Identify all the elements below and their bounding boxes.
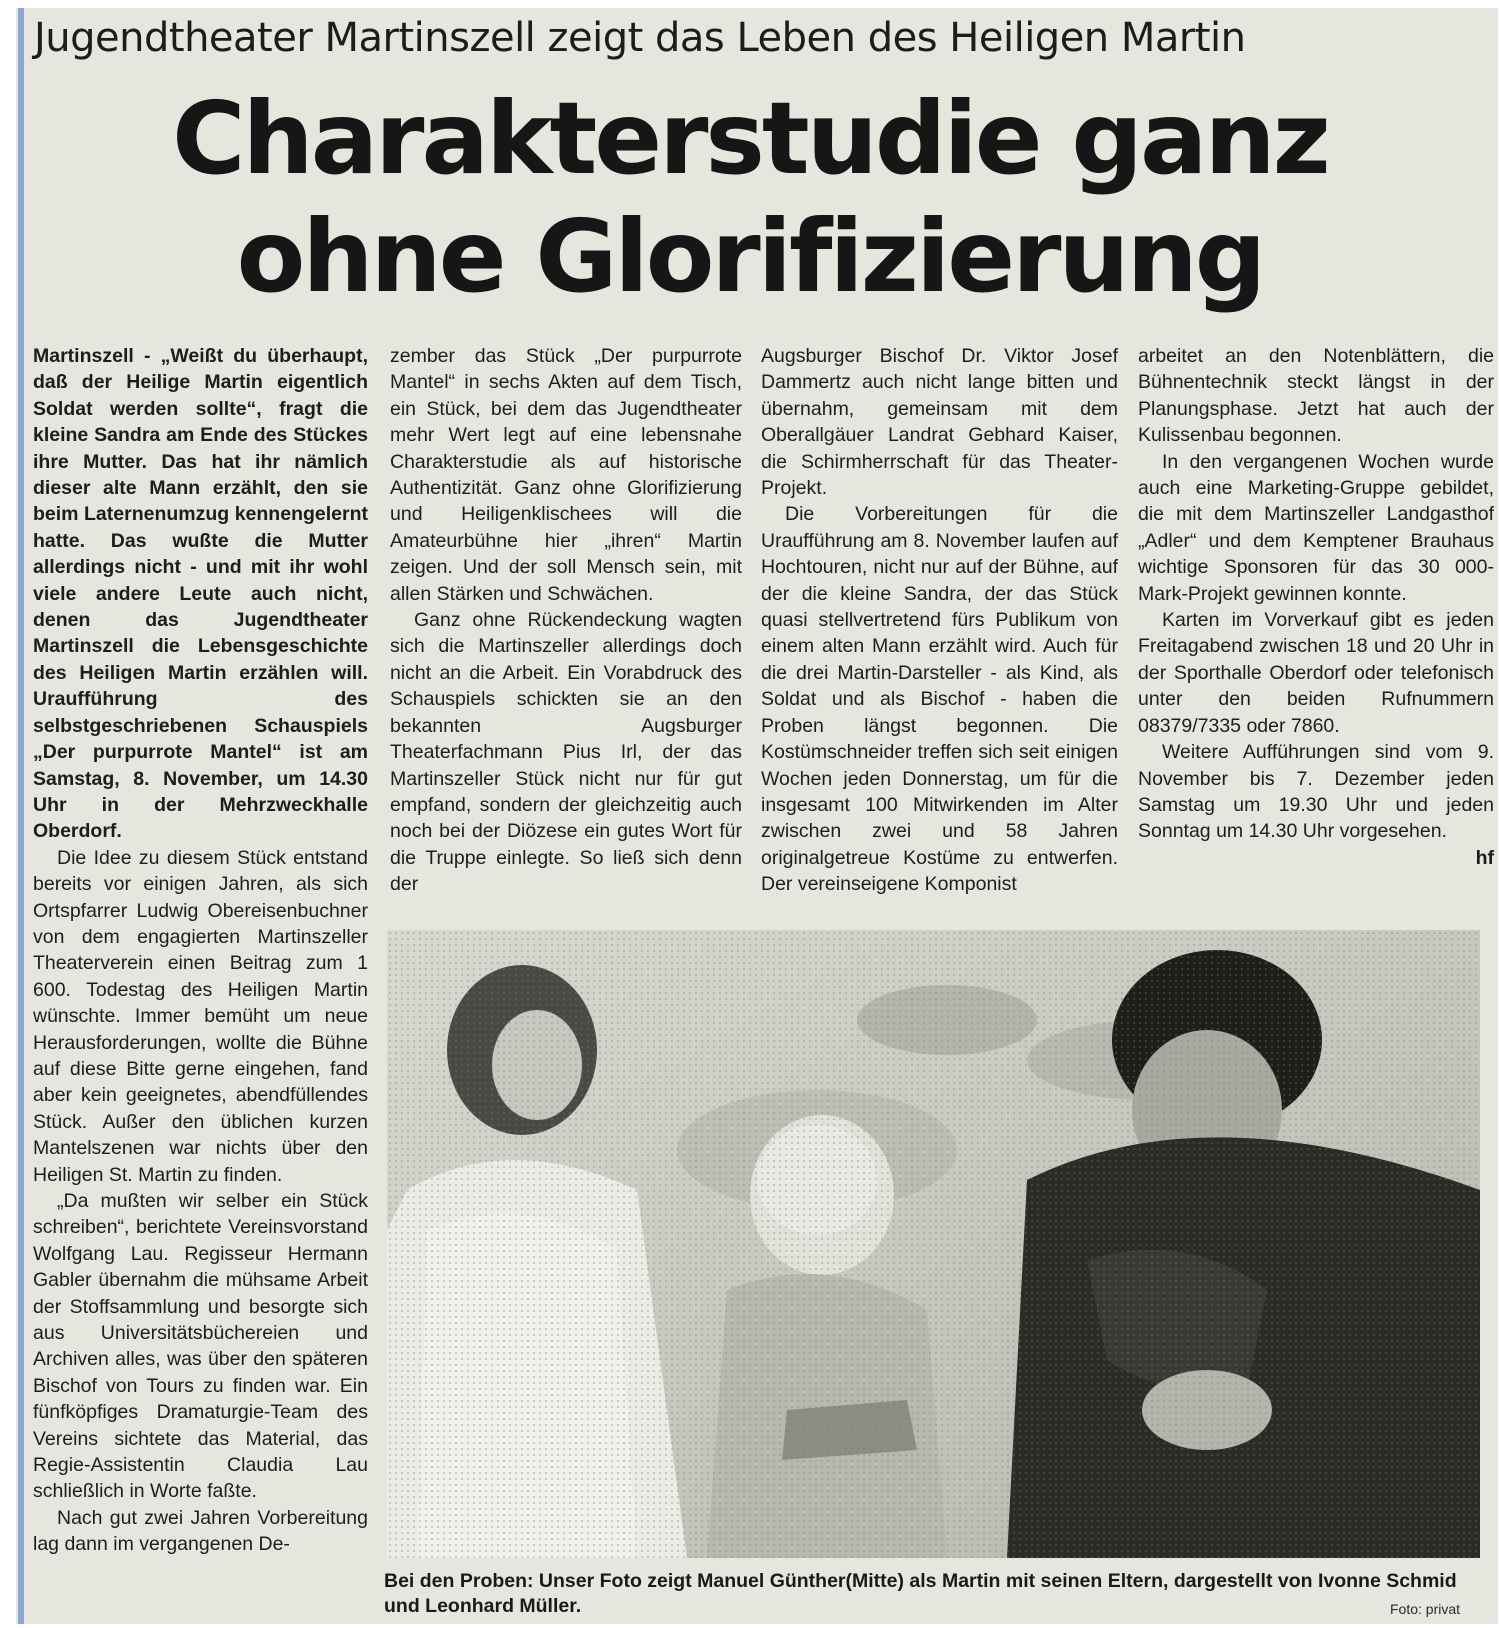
headline-line-2: ohne Glorifizierung — [236, 198, 1264, 315]
body-paragraph: Nach gut zwei Jahren Vorbereitung lag dann im vergangenen De- — [33, 1506, 368, 1556]
headline-line-1: Charakterstudie ganz — [172, 80, 1328, 197]
body-paragraph: Ganz ohne Rückendeckung wagten sich die Martinszeller allerdings doch nicht an die Arbeit. Ein Vorabdruck des Schauspiels schickten sie an den bekannten Augsburger Theaterfachmann Pius Irl, der das Martinszeller Stück nicht nur für gut empfand, sondern der gleichzeitig auch noch bei der Diözese ein gutes Wort für die Truppe einlegte. So ließ sich denn der — [390, 609, 742, 896]
lead-paragraph: Martinszell - „Weißt du überhaupt, daß der Heilige Martin eigentlich Soldat werden sollte“, fragt die kleine Sandra am Ende des Stückes ihre Mutter. Das hat ihr nämlich dieser alte Mann erzählt, den sie beim Laternenumzug kennengelernt hatte. Das wußte die Mutter allerdings nicht - und mit ihr wohl viele andere Leute auch nicht, denen das Jugendtheater Martinszell die Lebensgeschichte des Heiligen Martin erzählen will. Uraufführung des selbstgeschriebenen Schauspiels „Der purpurrote Mantel“ ist am Samstag, 8. November, um 14.30 Uhr in der Mehrzweckhalle Oberdorf. — [33, 345, 368, 843]
body-paragraph: In den vergangenen Wochen wurde auch eine Marketing-Gruppe gebildet, die mit dem Martinszeller Landgasthof „Adler“ und dem Kemptener Brauhaus wichtige Sponsoren für das 30 000-Mark-Projekt gewinnen konnte. — [1138, 450, 1494, 605]
body-paragraph: Augsburger Bischof Dr. Viktor Josef Dammertz auch nicht lange bitten und übernahm, gemeinsam mit dem Oberallgäuer Landrat Gebhard Kaiser, die Schirmherrschaft für das Theater-Projekt. — [761, 345, 1118, 500]
article-column-4 — [1138, 343, 1494, 871]
rehearsal-photo — [387, 930, 1480, 1558]
body-paragraph: zember das Stück „Der purpurrote Mantel“ in sechs Akten auf dem Tisch, ein Stück, bei dem das Jugendtheater mehr Wert legt auf eine lebensnahe Charakterstudie als auf historische Authentizität. Ganz ohne Glorifizierung und Heiligenklischees will die Amateurbühne hier „ihren“ Martin zeigen. Und der soll Mensch sein, mit allen Stärken und Schwächen. — [390, 345, 742, 605]
rehearsal-photo-image — [387, 930, 1480, 1558]
article-headline — [30, 80, 1470, 316]
article-column-2 — [390, 343, 742, 898]
body-paragraph: Die Idee zu diesem Stück entstand bereits vor einigen Jahren, als sich Ortspfarrer Ludwig Obereisenbuchner von dem engagierten Martinszeller Theaterverein einen Beitrag zum 1 600. Todestag des Heiligen Martin wünschte. Immer bemüht um neue Herausforderungen, wollte die Bühne auf diese Bitte gerne eingehen, fand aber kein geeignetes, abendfüllendes Stück. Außer den üblichen kurzen Mantelszenen war nichts über den Heiligen St. Martin zu finden. — [33, 846, 368, 1186]
body-paragraph: Die Vorbereitungen für die Uraufführung am 8. November laufen auf Hochtouren, nicht nur auf der Bühne, auf der die kleine Sandra, der das Stück quasi stellvertretend fürs Publikum von einem alten Mann erzählt wird. Auch für die drei Martin-Darsteller - als Kind, als Soldat und als Bischof - haben die Proben längst begonnen. Die Kostümschneider treffen sich seit einigen Wochen jeden Donnerstag, um für die insgesamt 100 Mitwirkenden im Alter zwischen zwei und 58 Jahren originalgetreue Kostüme zu entwerfen. Der vereinseigene Komponist — [761, 503, 1118, 896]
body-paragraph: Karten im Vorverkauf gibt es jeden Freitagabend zwischen 18 und 20 Uhr in der Sporthalle Oberdorf oder telefonisch unter den beiden Rufnummern 08379/7335 oder 7860. — [1138, 609, 1494, 737]
author-signature: hf — [1475, 846, 1494, 869]
body-paragraph: „Da mußten wir selber ein Stück schreiben“, berichtete Vereinsvorstand Wolfgang Lau. Regisseur Hermann Gabler übernahm die mühsame Arbeit der Stoffsammlung und besorgte sich aus Universitätsbüchereien und Archiven alles, was über den späteren Bischof von Tours zu finden war. Ein fünfköpfiges Dramaturgie-Team des Vereins sichtete das Material, das Regie-Assistentin Claudia Lau schließlich in Worte faßte. — [33, 1190, 368, 1503]
body-paragraph: Weitere Aufführungen sind vom 9. November bis 7. Dezember jeden Samstag um 19.30 Uhr und jeden Sonntag um 14.30 Uhr vorgesehen. — [1138, 741, 1494, 843]
article-kicker: Jugendtheater Martinszell zeigt das Leben des Heiligen Martin — [34, 15, 1246, 61]
clipping-fold-edge — [18, 8, 24, 1624]
body-paragraph: arbeitet an den Notenblättern, die Bühnentechnik steckt längst in der Planungsphase. Jetzt hat auch der Kulissenbau begonnen. — [1138, 345, 1494, 447]
article-column-1 — [33, 343, 368, 1558]
photo-caption: Bei den Proben: Unser Foto zeigt Manuel Günther(Mitte) als Martin mit seinen Eltern, dargestellt von Ivonne Schmid und Leonhard Müller. — [384, 1570, 1457, 1617]
photo-credit: Foto: privat — [1390, 1601, 1461, 1617]
article-column-3 — [761, 343, 1118, 898]
